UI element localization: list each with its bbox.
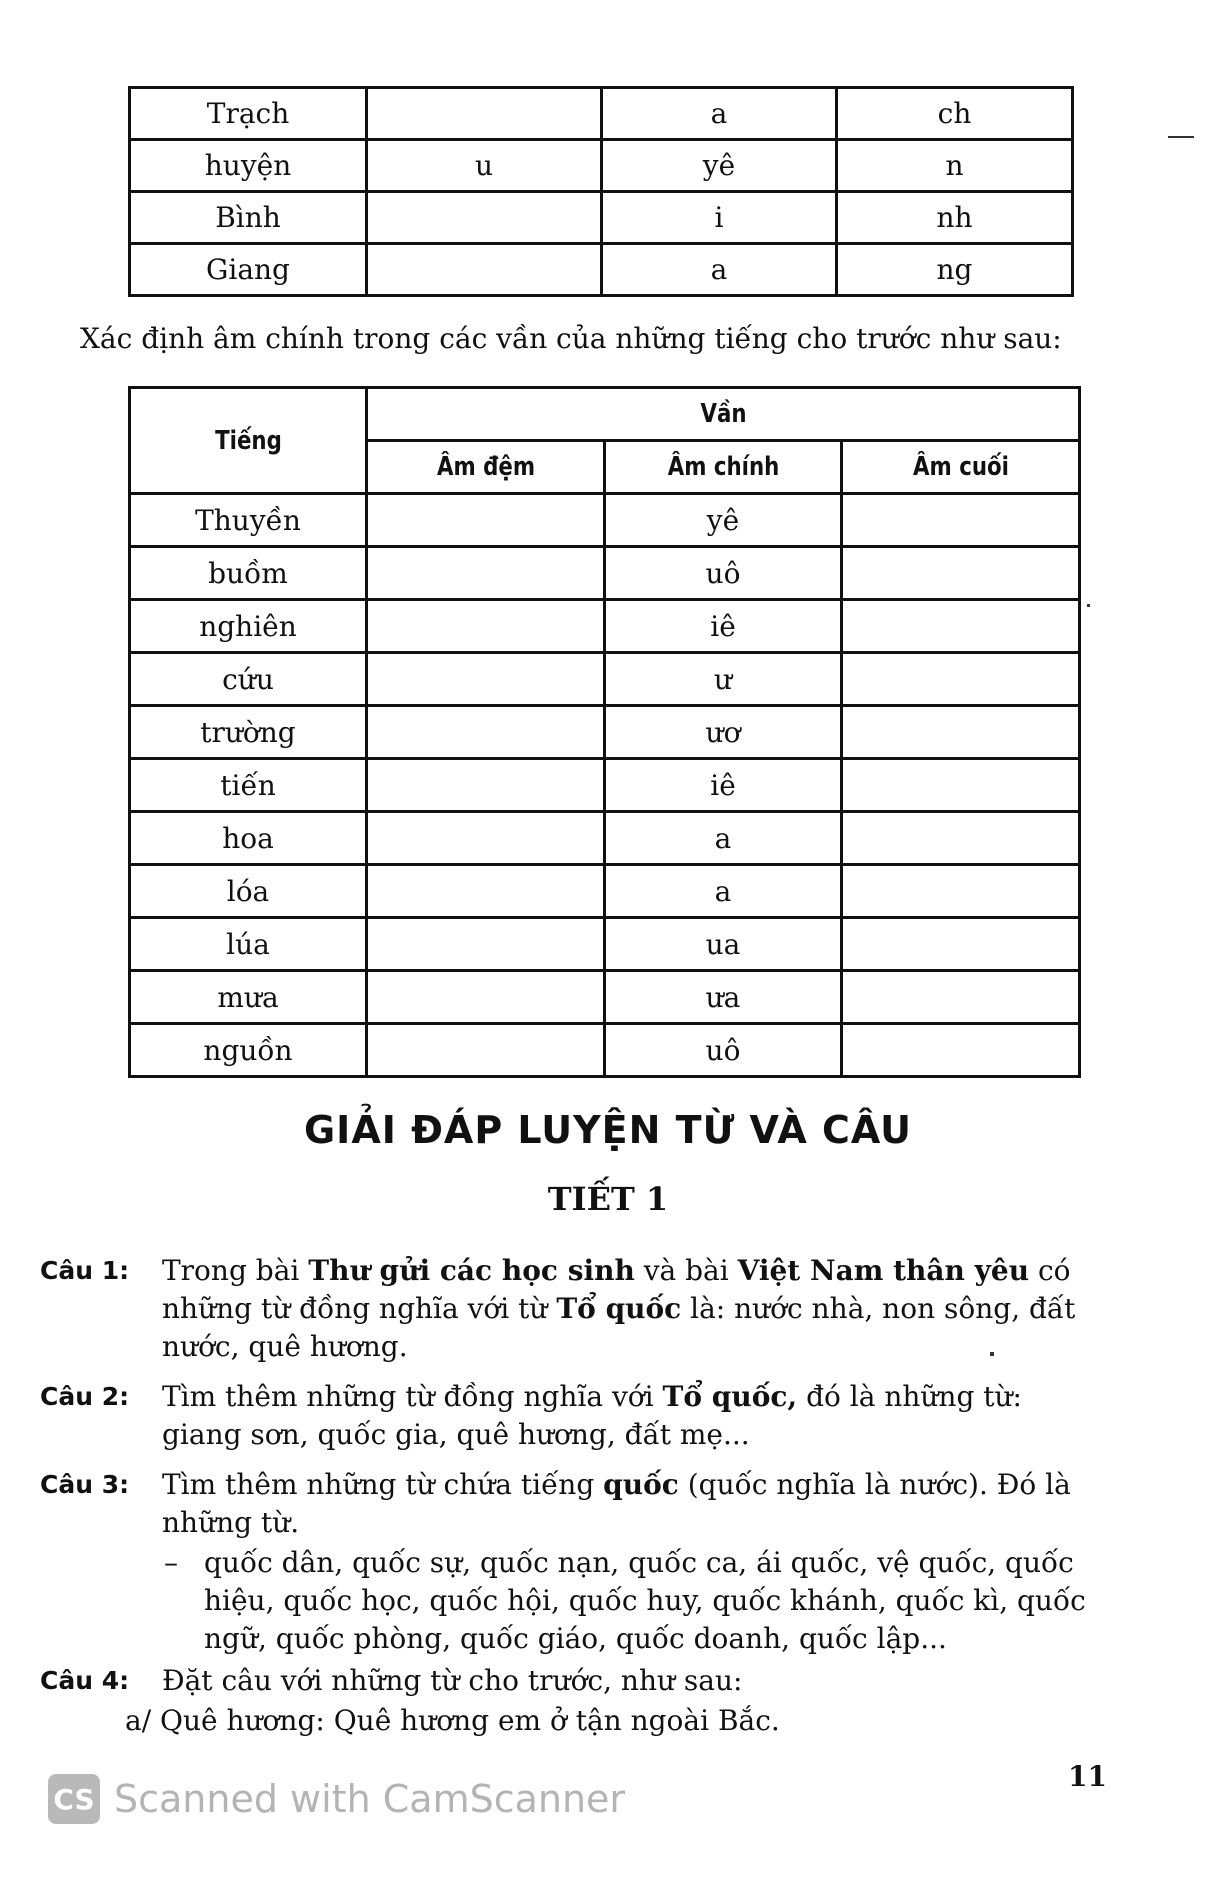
syllable-table-top [128,86,1074,297]
table1-row-cell: i [602,192,837,244]
table2-row-cell: iê [605,759,842,812]
table2-row [130,759,1080,812]
scan-mark [1168,136,1194,138]
table2-row-cell [842,600,1080,653]
table2-row [130,706,1080,759]
table2-row [130,653,1080,706]
table2-row [130,1024,1080,1077]
question-2-text: Tìm thêm những từ đồng nghĩa với Tổ quốc, đó là những từ: giang sơn, quốc gia, quê hương, đất mẹ... [162,1380,1022,1451]
table2-row-cell: ua [605,918,842,971]
header-tieng: Tiếng [151,388,345,494]
table2-row-cell [842,865,1080,918]
question-1 [40,1252,1100,1366]
table2-row [130,547,1080,600]
table2-row-cell: cứu [130,653,367,706]
main-vowel-table [128,386,1081,1078]
table2-row [130,971,1080,1024]
header-am-chinh: Âm chính [626,441,820,494]
table1-row-cell: huyện [130,140,367,192]
table1-row-cell: nh [837,192,1073,244]
table2-row-cell [842,918,1080,971]
question-4 [40,1662,1100,1700]
table2-row-cell [842,971,1080,1024]
table2-row-cell: uô [605,547,842,600]
table2-row-cell [367,1024,605,1077]
table2-row-cell: nghiên [130,600,367,653]
table2-row-cell: lúa [130,918,367,971]
table2-row-cell [367,547,605,600]
scan-speck [1087,604,1090,607]
table1-row-cell [367,88,602,140]
table1-row-cell: u [367,140,602,192]
table2-row-cell: hoa [130,812,367,865]
table2-row-cell [842,706,1080,759]
table1-row [130,88,1073,140]
table2-row-cell: ươ [605,706,842,759]
table1-row-cell: n [837,140,1073,192]
dash-mark: – [164,1546,178,1579]
table2-row-cell: Thuyền [130,494,367,547]
table2-row-cell [367,494,605,547]
table2-row-cell: mưa [130,971,367,1024]
watermark-text: Scanned with CamScanner [114,1777,626,1821]
camscanner-watermark [48,1772,625,1826]
table2-row-cell [367,918,605,971]
question-1-label: Câu 1: [40,1256,130,1285]
header-am-cuoi: Âm cuối [863,441,1058,494]
table2-row-cell [842,1024,1080,1077]
table1-row [130,192,1073,244]
table2-row-cell [367,706,605,759]
camscanner-logo-icon: CS [48,1774,100,1824]
table1-row-cell: Giang [130,244,367,296]
table2-row-cell: buồm [130,547,367,600]
table2-row [130,918,1080,971]
table2-row-cell [842,494,1080,547]
table2-row-cell [367,812,605,865]
table1-row-cell: yê [602,140,837,192]
table2-row-cell [842,653,1080,706]
table2-row [130,494,1080,547]
table1-row [130,244,1073,296]
question-2-label: Câu 2: [40,1382,130,1411]
table2-row-cell: iê [605,600,842,653]
question-3-label: Câu 3: [40,1470,130,1499]
table1-row-cell: Trạch [130,88,367,140]
table2-row-cell: yê [605,494,842,547]
table1-row-cell: ng [837,244,1073,296]
table1-row-cell: a [602,244,837,296]
page-number: 11 [1068,1760,1107,1793]
table2-row-cell: ư [605,653,842,706]
table2-row-cell: a [605,865,842,918]
question-4-text: Đặt câu với những từ cho trước, như sau: [162,1664,743,1697]
table2-row-cell [367,600,605,653]
table1-row [130,140,1073,192]
table1-row-cell [367,244,602,296]
question-3-list-text: quốc dân, quốc sự, quốc nạn, quốc ca, ái quốc, vệ quốc, quốc hiệu, quốc học, quốc hội, quốc huy, quốc khánh, quốc kì, quốc ngữ, quốc phòng, quốc giáo, quốc doanh, quốc lập... [204,1546,1086,1655]
header-van: Vần [431,388,1016,441]
table2-row-cell [367,759,605,812]
question-3-list [164,1544,1104,1658]
intro-text: Xác định âm chính trong các vần của những tiếng cho trước như sau: [80,322,1062,355]
table2-row-cell [367,971,605,1024]
section-subtitle: TIẾT 1 [547,1180,669,1218]
question-4-label: Câu 4: [40,1666,130,1695]
table1-row-cell: Bình [130,192,367,244]
section-title: GIẢI ĐÁP LUYỆN TỪ VÀ CÂU [303,1108,912,1152]
table2-row-cell [842,812,1080,865]
table1-row-cell [367,192,602,244]
table2-row [130,865,1080,918]
question-3 [40,1466,1100,1542]
table2-row-cell: trường [130,706,367,759]
table2-row-cell: a [605,812,842,865]
table1-row-cell: a [602,88,837,140]
question-1-text: Trong bài Thư gửi các học sinh và bài Việt Nam thân yêu có những từ đồng nghĩa với từ Tổ quốc là: nước nhà, non sông, đất nước, quê hương. [162,1254,1076,1363]
question-2 [40,1378,1100,1454]
table2-row-cell: uô [605,1024,842,1077]
question-3-text: Tìm thêm những từ chứa tiếng quốc (quốc nghĩa là nước). Đó là những từ. [162,1468,1071,1539]
table2-row-cell [367,653,605,706]
table2-row [130,600,1080,653]
table2-row-cell: ưa [605,971,842,1024]
question-4-example: a/ Quê hương: Quê hương em ở tận ngoài Bắc. [125,1704,780,1737]
header-am-dem: Âm đệm [388,441,583,494]
table2-row-cell [367,865,605,918]
table2-row-cell: nguồn [130,1024,367,1077]
table2-row-cell: tiến [130,759,367,812]
table2-row [130,812,1080,865]
table2-row-cell [842,759,1080,812]
table1-row-cell: ch [837,88,1073,140]
scan-speck [990,1352,994,1356]
table2-row-cell: lóa [130,865,367,918]
table2-row-cell [842,547,1080,600]
